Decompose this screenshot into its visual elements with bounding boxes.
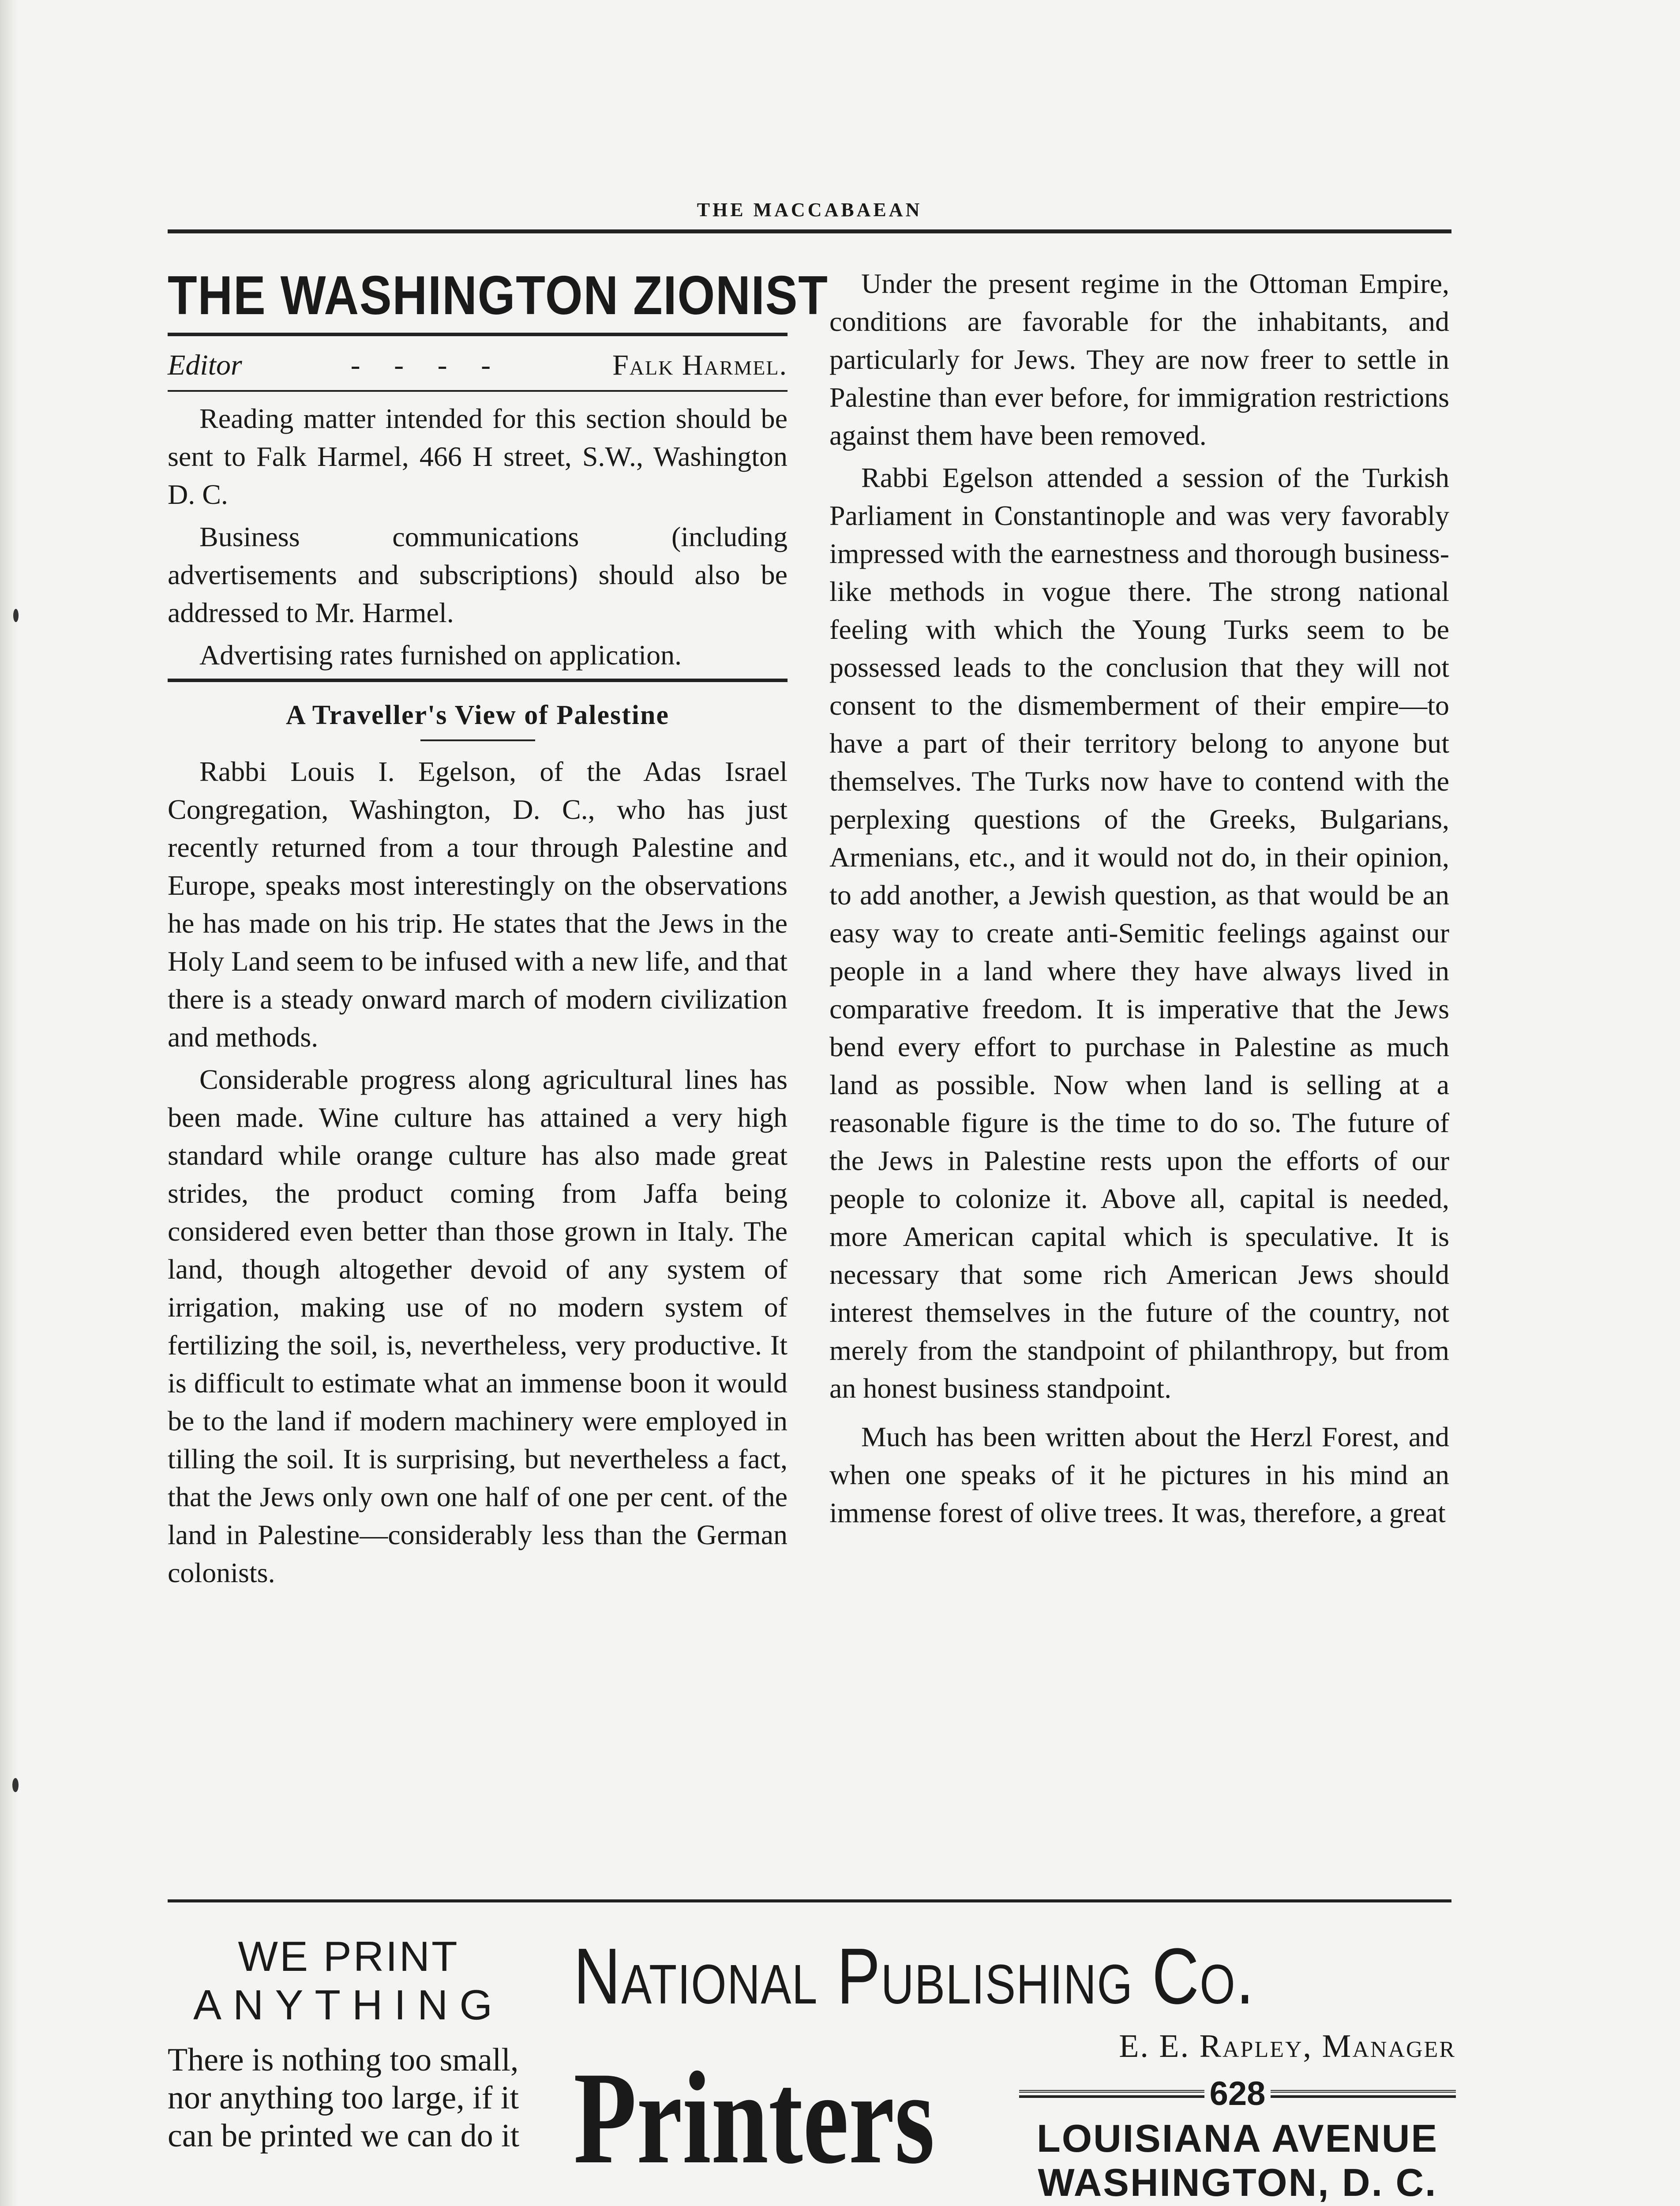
running-head: THE MACCABAEAN	[697, 199, 922, 221]
ad-manager: E. E. Rapley, Manager	[1119, 2028, 1456, 2064]
advertisement-top-rule	[168, 1899, 1451, 1902]
left-column	[168, 265, 829, 1596]
ad-city: WASHINGTON, D. C.	[1038, 2161, 1437, 2204]
editor-name: Falk Harmel.	[612, 349, 788, 381]
article-paragraph: Rabbi Egelson attended a session of the Turkish Parliament in Constantinople and was very favorably impressed with the earnestness and thorough business-like methods in vogue there. The strong national feeling with which the Young Turks seem to be possessed leads to the conclusion that they will not consent to the dismemberment of their empire—to have a part of their territory belong to anyone but themselves. The Turks now have to contend with the perplexing questions of the Greeks, Bulgarians, Armenians, etc., and it would not do, in their opinion, to add another, a Jewish question, as that would be an easy way to create anti-Semitic feelings against our people in a land where they have always lived in comparative freedom. It is imperative that the Jews bend every effort to purchase in Palestine as much land as possible. Now when land is selling at a reasonable figure is the time to do so. The future of the Jews in Palestine rests upon the efforts of our people to colonize it. Above all, capital is needed, more American capital which is speculative. It is necessary that some rich American Jews should interest themselves in the future of the country, not merely from the standpoint of philanthropy, but from an honest business standpoint.	[829, 462, 1449, 1404]
ad-we-print: WE PRINT	[238, 1933, 459, 1980]
article-paragraph: Much has been written about the Herzl Forest, and when one speaks of it he pictures in his mind an immense forest of olive trees. It was, therefore, a great	[829, 1421, 1449, 1528]
article-paragraph: Considerable progress along agricultural lines has been made. Wine culture has attained a very high standard while orange culture has also made great strides, the product coming from Jaffa being considered even better than those grown in Italy. The land, though altogether devoid of any system of irrigation, making use of no modern system of fertilizing the soil, is, nevertheless, very productive. It is difficult to estimate what an immense boon it would be to the land if modern machinery were employed in tilling the soil. It is surprising, but nevertheless a fact, that the Jews only own one half of one per cent. of the land in Palestine—considerably less than the German colonists.	[168, 1064, 788, 1588]
ad-printers: Printers	[574, 2045, 935, 2191]
ad-number-bar	[1271, 2090, 1456, 2098]
ad-street-number: 628	[1209, 2075, 1266, 2112]
editor-label: Editor	[168, 349, 242, 381]
section-title: THE WASHINGTON ZIONIST	[168, 265, 829, 326]
header-rule	[168, 229, 1451, 233]
title-rule	[168, 333, 788, 336]
editor-rule	[168, 390, 788, 392]
ad-anything: ANYTHING	[193, 1981, 504, 2029]
notice-paragraph: Advertising rates furnished on application.	[199, 639, 682, 671]
article-title: A Traveller's View of Palestine	[286, 700, 669, 730]
notice-paragraph: Business communications (including advertisements and subscriptions) should also be addressed to Mr. Harmel.	[168, 521, 788, 628]
right-column	[829, 265, 1449, 1536]
notice-paragraph: Reading matter intended for this section should be sent to Falk Harmel, 466 H street, S.W., Washington D. C.	[168, 403, 788, 510]
ad-number-bar	[1019, 2090, 1204, 2098]
ad-street: LOUISIANA AVENUE	[1036, 2116, 1439, 2160]
ad-company-name: National Publishing Co.	[574, 1932, 1255, 2021]
scan-edge	[0, 0, 18, 2206]
ink-speck	[12, 1778, 19, 1792]
ink-speck	[13, 609, 19, 622]
article-paragraph: Rabbi Louis I. Egelson, of the Adas Israel Congregation, Washington, D. C., who has just recently returned from a tour through Palestine and Europe, speaks most interestingly on the observations he has made on his trip. He states that the Jews in the Holy Land seem to be infused with a new life, and that there is a steady onward march of modern civilization and methods.	[168, 756, 788, 1053]
ad-note: There is nothing too small, nor anything too large, if it can be printed we can do it	[168, 2042, 520, 2154]
ad-number-row	[1019, 2075, 1456, 2113]
editor-dashes: - - - -	[350, 349, 504, 381]
notice-rule	[168, 679, 788, 682]
advertisement-slogan	[168, 1932, 529, 2155]
article-title-rule	[420, 739, 535, 741]
article-paragraph: Under the present regime in the Ottoman Empire, conditions are favorable for the inhabitants, and particularly for Jews. They are now freer to settle in Palestine than ever before, for immigration restrictions against them have been removed.	[829, 268, 1449, 451]
ad-address-block	[1019, 2025, 1456, 2205]
editor-line	[168, 344, 788, 386]
